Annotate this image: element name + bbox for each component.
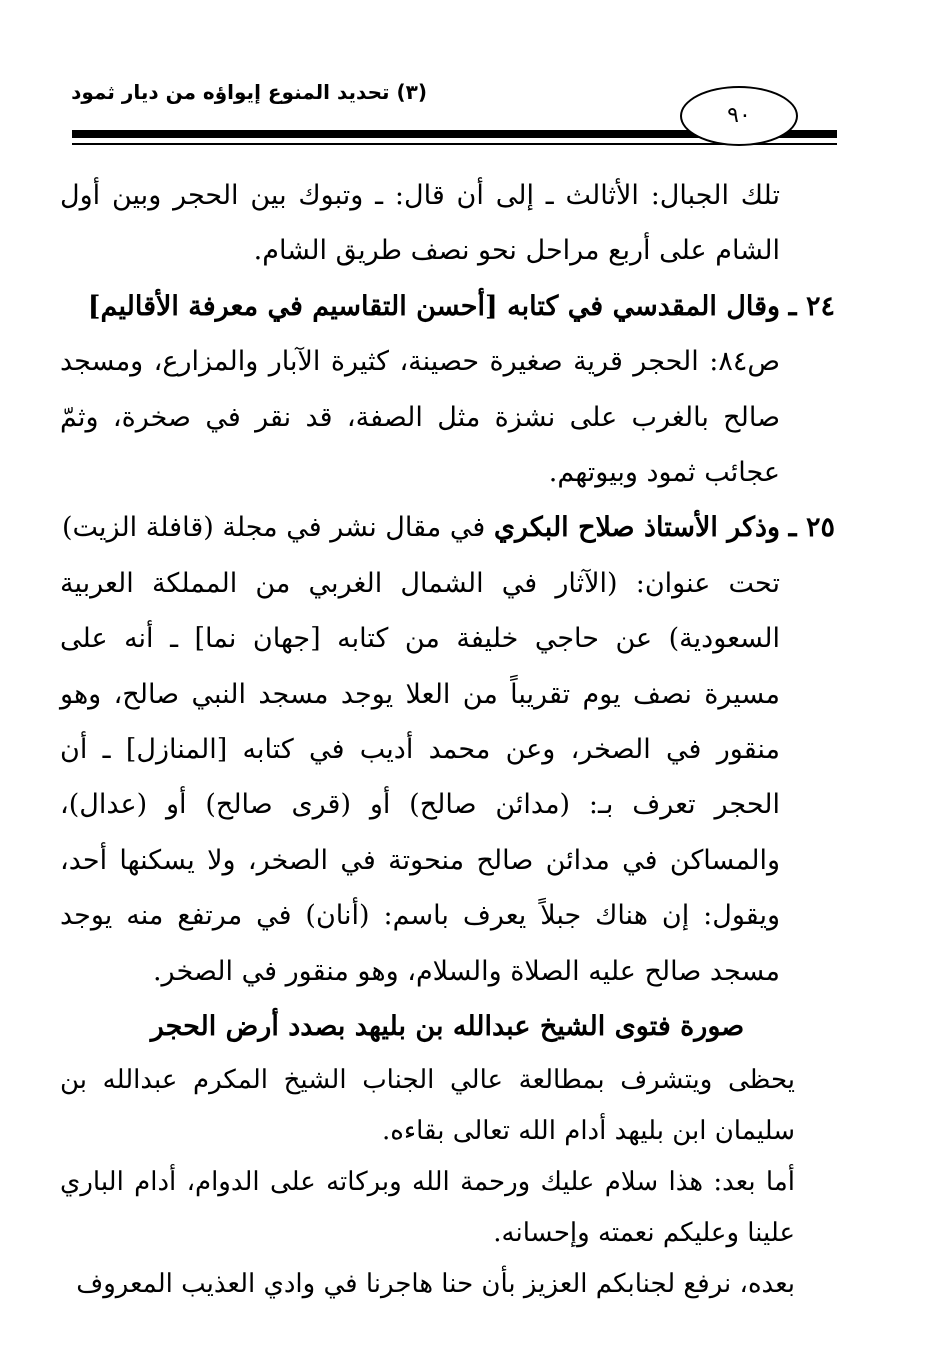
item-lead: وذكر الأستاذ صلاح البكري: [493, 512, 781, 544]
section-heading: صورة فتوى الشيخ عبدالله بن بليهد بصدد أرض الحجر: [150, 1011, 745, 1043]
letter-paragraph: يحظى ويتشرف بمطالعة عالي الجناب الشيخ المكرم عبدالله بن سليمان ابن بليهد أدام الله تعالى بقاءه.: [60, 1064, 795, 1146]
item-number: ٢٥ ـ: [788, 512, 835, 544]
item-24-text: ص٨٤: الحجر قرية صغيرة حصينة، كثيرة الآبار والمزارع، ومسجد صالح بالغرب على نشزة مثل الصفة، قد نقر في صخرة، وثمّ عجائب ثمود وبيوتهم.: [60, 346, 780, 489]
item-25-text: تحت عنوان: (الآثار في الشمال الغربي من المملكة العربية السعودية) عن حاجي خليفة من كتابه [جهان نما] ـ أنه على مسيرة نصف يوم تقريباً من العلا يوجد مسجد النبي صالح، وهو منقور في الصخر، وعن محمد أديب في كتابه [المنازل] ـ أن الحجر تعرف بـ: (مدائن صالح) أو (قرى صالح) أو (عدال)، والمساكن في مدائن صالح منحوتة في الصخر، ولا يسكنها أحد، ويقول: إن هناك جبلاً يعرف باسم: (أنان) في مرتفع منه يوجد مسجد صالح عليه الصلاة والسلام، وهو منقور في الصخر.: [60, 567, 780, 987]
page-number: ٩٠: [680, 86, 798, 146]
list-item-25: [60, 500, 835, 555]
letter-paragraph: بعده، نرفع لجنابكم العزيز بأن حنا هاجرنا في وادي العذيب المعروف: [76, 1268, 795, 1299]
item-lead: وقال المقدسي في كتابه [أحسن التقاسيم في معرفة الأقاليم]: [87, 290, 781, 322]
paragraph-continuation: تلك الجبال: الأثالث ـ إلى أن قال: ـ وتبوك بين الحجر وبين أول الشام على أربع مراحل نحو نصف طريق الشام.: [60, 180, 780, 267]
item-number: ٢٤ ـ: [788, 290, 835, 322]
letter-paragraph: أما بعد: هذا سلام عليك ورحمة الله وبركاته على الدوام، أدام الباري علينا وعليكم نعمته وإحسانه.: [60, 1166, 795, 1248]
running-title: (٣) تحديد المنوع إيواؤه من ديار ثمود: [71, 80, 427, 104]
list-item-24: [60, 279, 835, 334]
page-body: [60, 168, 835, 1310]
page-header: [0, 0, 935, 160]
item-lead-rest: في مقال نشر في مجلة (قافلة الزيت): [62, 512, 486, 544]
